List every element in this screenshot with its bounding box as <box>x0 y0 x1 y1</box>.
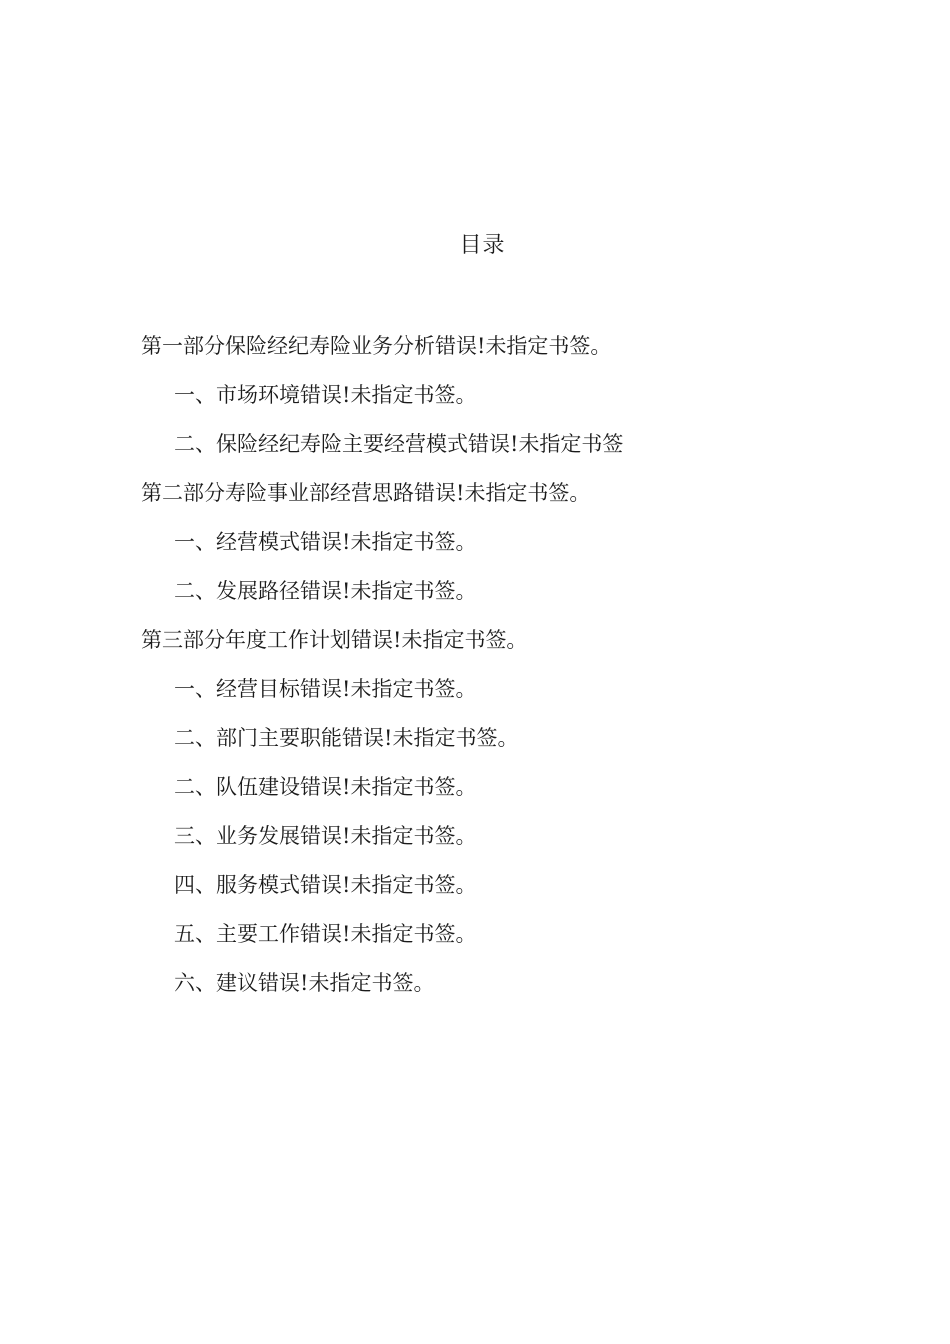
toc-entry-part-3[interactable]: 第三部分年度工作计划错误!未指定书签。 <box>141 628 528 652</box>
toc-entry-suggestions[interactable]: 六、建议错误!未指定书签。 <box>174 971 435 995</box>
toc-entry-business-model[interactable]: 一、经营模式错误!未指定书签。 <box>174 530 477 554</box>
toc-title: 目录 <box>459 233 506 258</box>
toc-entry-market-environment[interactable]: 一、市场环境错误!未指定书签。 <box>174 383 477 407</box>
toc-entry-part-2[interactable]: 第二部分寿险事业部经营思路错误!未指定书签。 <box>141 481 591 505</box>
toc-entry-business-development[interactable]: 三、业务发展错误!未指定书签。 <box>174 824 477 848</box>
toc-entry-development-path[interactable]: 二、发展路径错误!未指定书签。 <box>174 579 477 603</box>
toc-entry-department-functions[interactable]: 二、部门主要职能错误!未指定书签。 <box>174 726 519 750</box>
toc-list <box>141 328 841 1014</box>
toc-entry-business-goals[interactable]: 一、经营目标错误!未指定书签。 <box>174 677 477 701</box>
toc-entry-part-1[interactable]: 第一部分保险经纪寿险业务分析错误!未指定书签。 <box>141 334 612 358</box>
toc-entry-service-model[interactable]: 四、服务模式错误!未指定书签。 <box>174 873 477 897</box>
toc-entry-main-work[interactable]: 五、主要工作错误!未指定书签。 <box>174 922 477 946</box>
toc-entry-main-business-models[interactable]: 二、保险经纪寿险主要经营模式错误!未指定书签 <box>174 432 624 456</box>
toc-entry-team-building[interactable]: 二、队伍建设错误!未指定书签。 <box>174 775 477 799</box>
